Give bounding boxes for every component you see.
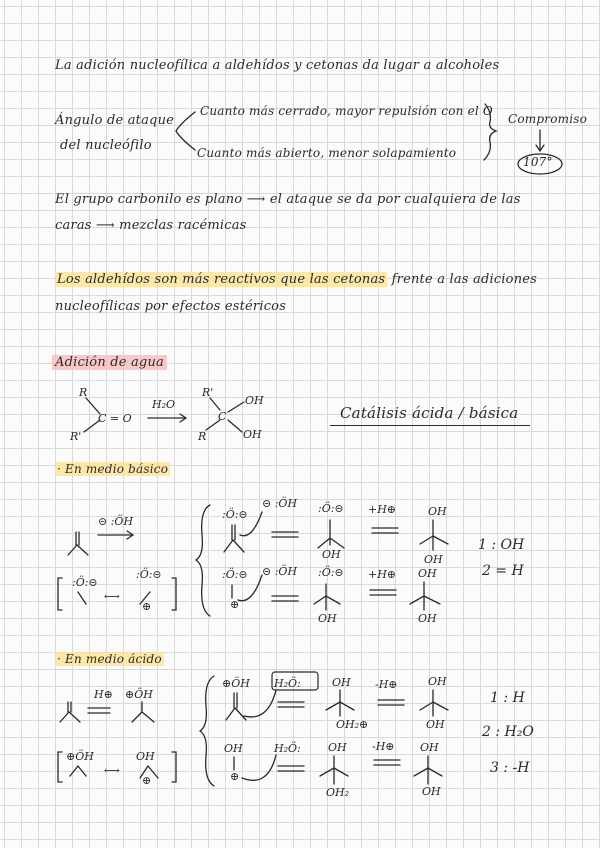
acid-carbocation-plus: ⊕ bbox=[230, 770, 240, 783]
reactivity-highlight: Los aldehídos son más reactivos que las cetonas bbox=[57, 272, 386, 287]
acid-intermediate-2-oh: OH bbox=[328, 741, 347, 754]
acid-int-b bbox=[235, 708, 246, 720]
basic-nucleophile-1: ⊝ :ÖH bbox=[262, 497, 298, 510]
angle-value: 107° bbox=[523, 155, 553, 169]
basic-resonance-o-1: :Ö:⊝ bbox=[72, 576, 98, 589]
basic-product-2-bottom: OH bbox=[418, 612, 437, 625]
basic-ketone-a bbox=[68, 545, 77, 555]
acid-minus-h-2: -H⊕ bbox=[372, 740, 395, 753]
attack-brace-right bbox=[484, 104, 496, 160]
basic-reagent: ⊝ :ÖH bbox=[98, 515, 134, 528]
basic-carbocation-plus: ⊕ bbox=[230, 598, 240, 611]
basic-resonance-o-2: :Ö:⊝ bbox=[136, 568, 162, 581]
acid-p2-b bbox=[414, 768, 428, 776]
basic-intermediate-2-oh: OH bbox=[318, 612, 337, 625]
acid-bracket-right bbox=[172, 752, 176, 782]
acid-t1-b bbox=[326, 702, 340, 710]
acid-prot-a bbox=[132, 712, 142, 722]
basic-medium-title: · En medio básico bbox=[57, 462, 169, 476]
basic-curved-arrow-1 bbox=[240, 512, 262, 536]
basic-ketone-b bbox=[77, 545, 88, 555]
basic-h-plus-1: +H⊕ bbox=[368, 503, 397, 516]
acid-water-1: H₂Ö: bbox=[274, 677, 301, 690]
acid-water-box bbox=[272, 672, 318, 690]
basic-p1-b bbox=[420, 536, 433, 544]
basic-intermediate-1-oh: OH bbox=[322, 548, 341, 561]
acid-reagent: H⊕ bbox=[94, 688, 113, 701]
basic-int-a bbox=[224, 540, 233, 552]
acid-intermediate-2-oh2: OH₂ bbox=[326, 786, 350, 799]
basic-p2-b bbox=[410, 596, 424, 604]
basic-resonance-plus: ⊕ bbox=[142, 600, 152, 613]
angle-circle bbox=[518, 154, 562, 174]
acid-step-1: 1 : H bbox=[490, 690, 525, 706]
attack-label-2: del nucleófilo bbox=[60, 138, 152, 153]
acid-brace bbox=[200, 676, 214, 786]
hyd-oh-top: OH bbox=[245, 394, 264, 407]
attack-brace-left bbox=[176, 112, 195, 150]
acid-t1-c bbox=[340, 702, 354, 710]
acid-resonance-arrow: ⟷ bbox=[104, 764, 120, 777]
basic-bracket-left bbox=[58, 578, 62, 610]
acid-resonance-o-1: ⊕ÖH bbox=[66, 750, 94, 763]
hyd-reagent: H₂O bbox=[152, 398, 176, 411]
basic-t1-c bbox=[330, 538, 344, 548]
acid-t2-c bbox=[334, 768, 348, 776]
acid-oxonium-1: ⊕ÖH bbox=[222, 677, 250, 690]
acid-ketone-a bbox=[60, 712, 69, 722]
acid-t2-b bbox=[320, 768, 334, 776]
basic-step-2: 2 = H bbox=[482, 563, 524, 579]
acid-product-1-bottom: OH bbox=[426, 718, 445, 731]
basic-int-b bbox=[233, 540, 244, 552]
hyd-bond-r bbox=[86, 398, 100, 414]
reactivity-line-2: nucleofílicas por efectos estéricos bbox=[55, 299, 287, 314]
basic-intermediate-2: :Ö:⊝ bbox=[318, 566, 344, 579]
acid-p2-c bbox=[428, 768, 442, 776]
acid-intermediate-1-oh: OH bbox=[332, 676, 351, 689]
acid-oxonium-2-oh: OH bbox=[224, 742, 243, 755]
hyd-r-top: R bbox=[79, 386, 88, 399]
hyd-bond-2d bbox=[228, 420, 242, 432]
catalysis-title: Catálisis ácida / básica bbox=[340, 404, 519, 422]
basic-oxygen-2: :Ö:⊝ bbox=[222, 568, 248, 581]
acid-water-2: H₂Ö: bbox=[274, 742, 301, 755]
basic-resonance-arrow: ⟷ bbox=[104, 590, 120, 603]
acid-resonance-plus: ⊕ bbox=[142, 774, 152, 787]
reactivity-rest: frente a las adiciones bbox=[391, 272, 538, 287]
basic-brace bbox=[196, 505, 210, 616]
basic-bracket-right bbox=[172, 578, 176, 610]
acid-curved-arrow-2 bbox=[242, 755, 276, 780]
planar-line-2: caras ⟶ mezclas racémicas bbox=[55, 218, 247, 233]
hyd-carbonyl: C = O bbox=[98, 412, 132, 425]
hyd-r-prime-bottom: R' bbox=[70, 430, 82, 443]
acid-res-left bbox=[70, 766, 86, 776]
water-addition-title: Adición de agua bbox=[52, 355, 167, 370]
hyd-bond-2c bbox=[228, 402, 244, 412]
acid-p1-b bbox=[420, 702, 433, 710]
hyd-bond-2a bbox=[210, 398, 220, 410]
attack-line-2: Cuanto más abierto, menor solapamiento bbox=[197, 146, 457, 160]
basic-step-1: 1 : OH bbox=[478, 537, 525, 553]
basic-product-2-top: OH bbox=[418, 567, 437, 580]
basic-h-plus-2: +H⊕ bbox=[368, 568, 397, 581]
hyd-oh-bottom: OH bbox=[243, 428, 262, 441]
acid-res-right bbox=[140, 766, 158, 778]
acid-p1-c bbox=[433, 702, 448, 710]
hyd-r-prime-top: R' bbox=[202, 386, 214, 399]
acid-product-2-bottom: OH bbox=[422, 785, 441, 798]
acid-protonated-carbonyl: ⊕ÖH bbox=[125, 688, 153, 701]
attack-line-1: Cuanto más cerrado, mayor repulsión con el O bbox=[200, 104, 493, 118]
basic-product-1-bottom: OH bbox=[424, 553, 443, 566]
acid-minus-h-1: -H⊕ bbox=[375, 678, 398, 691]
acid-int-a bbox=[226, 708, 235, 720]
basic-curved-arrow-2 bbox=[238, 575, 262, 601]
hyd-r-bottom: R bbox=[198, 430, 207, 443]
basic-t2-b bbox=[314, 596, 326, 604]
acid-resonance-oh: OH bbox=[136, 750, 155, 763]
hyd-bond-2b bbox=[206, 420, 220, 430]
acid-curved-arrow-1 bbox=[244, 690, 276, 717]
intro-line: La adición nucleofílica a aldehídos y cetonas da lugar a alcoholes bbox=[55, 58, 500, 73]
compromise-label: Compromiso bbox=[508, 112, 588, 126]
acid-step-2: 2 : H₂O bbox=[482, 724, 534, 740]
basic-t1-b bbox=[318, 538, 330, 548]
basic-p1-c bbox=[433, 536, 448, 544]
acid-product-2-top: OH bbox=[420, 741, 439, 754]
acid-prot-b bbox=[142, 712, 154, 722]
basic-intermediate-1: :Ö:⊝ bbox=[318, 502, 344, 515]
acid-product-1-top: OH bbox=[428, 675, 447, 688]
hyd-c: C bbox=[218, 410, 227, 423]
acid-medium-title: · En medio ácido bbox=[57, 652, 162, 666]
acid-step-3: 3 : -H bbox=[490, 760, 530, 776]
acid-bracket-left bbox=[58, 752, 62, 782]
attack-label-1: Ángulo de ataque bbox=[55, 113, 175, 128]
basic-nucleophile-2: ⊝ :ÖH bbox=[262, 565, 298, 578]
basic-t2-c bbox=[326, 596, 340, 604]
acid-ketone-b bbox=[69, 712, 80, 722]
planar-line-1: El grupo carbonilo es plano ⟶ el ataque se da por cualquiera de las bbox=[55, 192, 521, 207]
basic-oxygen-1: :Ö:⊝ bbox=[222, 508, 248, 521]
basic-brace-right bbox=[78, 592, 150, 604]
basic-product-1-top: OH bbox=[428, 505, 447, 518]
hyd-bond-rp bbox=[84, 420, 100, 432]
basic-p2-c bbox=[424, 596, 440, 604]
acid-intermediate-1-oh2: OH₂⊕ bbox=[336, 718, 369, 731]
